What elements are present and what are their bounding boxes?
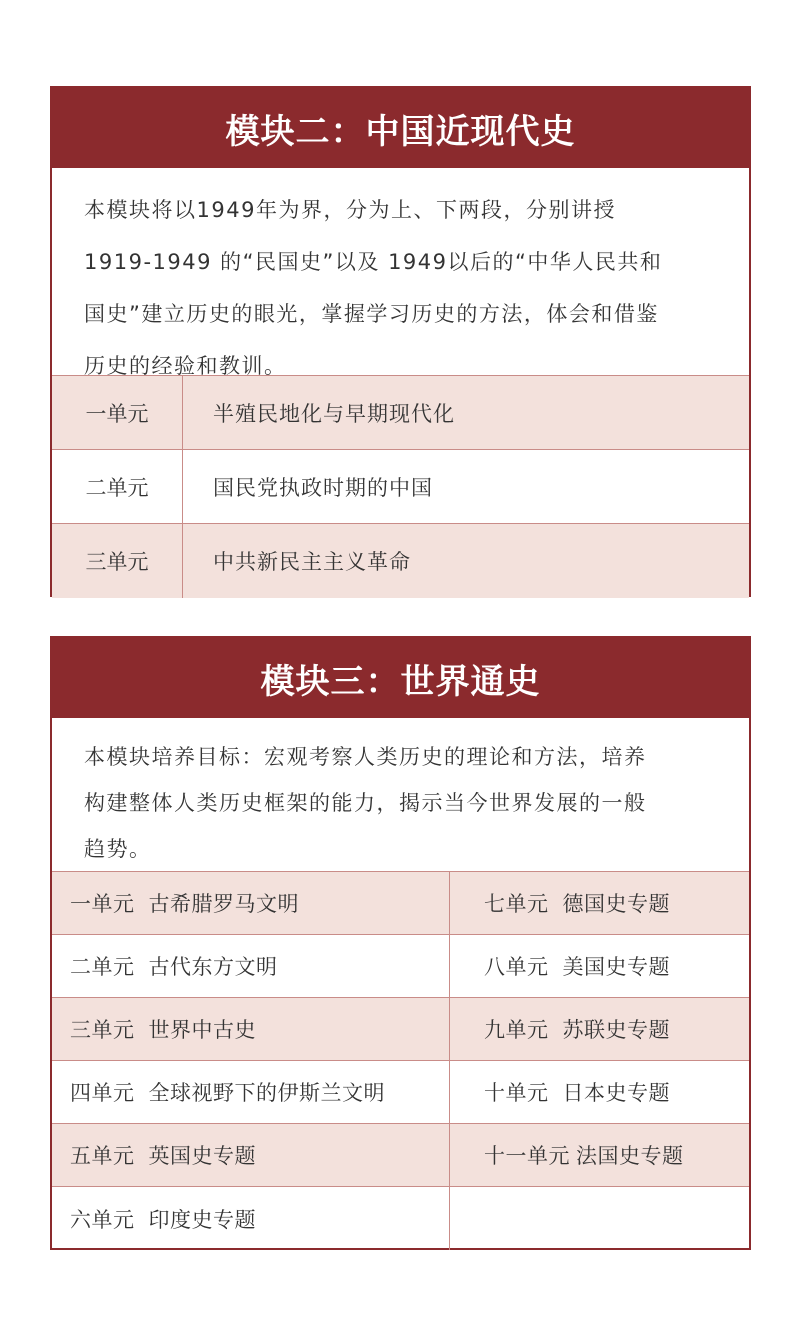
- module-3-description: [52, 718, 749, 871]
- table-row: [52, 998, 749, 1061]
- unit-topic: 美国史专题: [562, 955, 670, 979]
- unit-cell: [52, 872, 450, 934]
- unit-topic: 世界中古史: [148, 1018, 256, 1042]
- table-row: [52, 1187, 749, 1250]
- module-2-description-line: 1919-1949 的“民国史”以及 1949以后的“中华人民共和: [84, 250, 663, 274]
- unit-name: 十单元: [484, 1081, 549, 1105]
- unit-cell: [52, 1124, 450, 1186]
- unit-name: 二单元: [52, 450, 183, 523]
- unit-cell: [52, 1061, 450, 1123]
- unit-topic: 半殖民地化与早期现代化: [213, 401, 455, 426]
- unit-cell: [52, 1187, 450, 1250]
- module-3-description-line: 趋势。: [84, 837, 152, 861]
- module-2-description-line: 国史”建立历史的眼光，掌握学习历史的方法，体会和借鉴: [84, 302, 659, 326]
- unit-cell: [450, 1124, 749, 1186]
- unit-topic: 古希腊罗马文明: [148, 892, 299, 916]
- unit-topic: 古代东方文明: [148, 955, 278, 979]
- unit-name: 四单元: [70, 1081, 135, 1105]
- unit-topic: 德国史专题: [562, 892, 670, 916]
- unit-name: 十一单元: [484, 1144, 570, 1168]
- unit-name: 一单元: [70, 892, 135, 916]
- unit-topic: 印度史专题: [148, 1207, 256, 1232]
- module-2-card: [50, 86, 751, 597]
- module-3-title: 模块三：世界通史: [52, 638, 749, 718]
- table-row: [52, 1124, 749, 1187]
- module-2-unit-table: [52, 375, 749, 598]
- unit-name: 二单元: [70, 955, 135, 979]
- module-3-card: [50, 636, 751, 1250]
- unit-name: 九单元: [484, 1018, 549, 1042]
- empty-cell: [450, 1187, 749, 1250]
- module-2-description-line: 本模块将以1949年为界，分为上、下两段，分别讲授: [84, 198, 616, 222]
- module-3-description-line: 本模块培养目标：宏观考察人类历史的理论和方法，培养: [84, 745, 647, 769]
- module-2-description: [52, 168, 749, 378]
- table-row: [52, 376, 749, 450]
- unit-topic: 英国史专题: [148, 1144, 256, 1168]
- unit-cell: [450, 1061, 749, 1123]
- unit-name: 六单元: [70, 1207, 135, 1232]
- module-3-description-line: 构建整体人类历史框架的能力，揭示当今世界发展的一般: [84, 791, 647, 815]
- unit-name: 八单元: [484, 955, 549, 979]
- unit-name: 三单元: [70, 1018, 135, 1042]
- module-2-description-line: 历史的经验和教训。: [84, 354, 287, 378]
- unit-cell: [52, 935, 450, 997]
- unit-name: 五单元: [70, 1144, 135, 1168]
- table-row: [52, 450, 749, 524]
- table-row: [52, 524, 749, 598]
- unit-cell: [450, 935, 749, 997]
- unit-cell: [450, 998, 749, 1060]
- unit-topic: 苏联史专题: [562, 1018, 670, 1042]
- unit-topic: 国民党执政时期的中国: [213, 475, 433, 500]
- module-2-title: 模块二：中国近现代史: [52, 88, 749, 168]
- module-3-unit-grid: [52, 871, 749, 1250]
- unit-topic: 法国史专题: [576, 1144, 684, 1168]
- unit-cell: [52, 998, 450, 1060]
- unit-topic: 中共新民主主义革命: [213, 550, 411, 574]
- table-row: [52, 872, 749, 935]
- unit-name: 七单元: [484, 892, 549, 916]
- unit-name: 三单元: [52, 524, 183, 598]
- unit-topic: 全球视野下的伊斯兰文明: [148, 1081, 385, 1105]
- table-row: [52, 1061, 749, 1124]
- unit-name: 一单元: [52, 376, 183, 449]
- unit-topic: 日本史专题: [562, 1081, 670, 1105]
- unit-cell: [450, 872, 749, 934]
- table-row: [52, 935, 749, 998]
